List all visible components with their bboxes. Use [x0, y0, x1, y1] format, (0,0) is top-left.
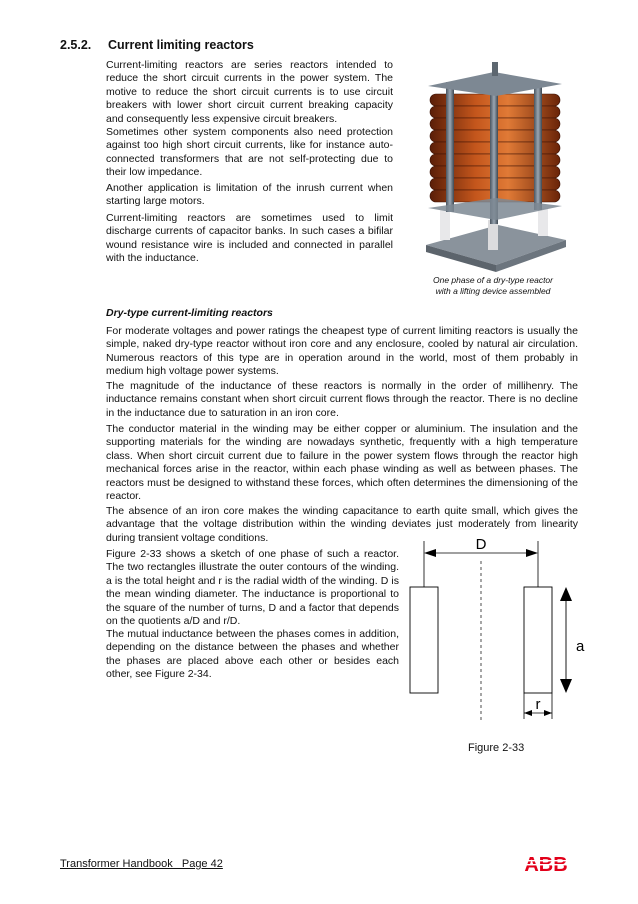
- photo-caption-line-1: One phase of a dry-type reactor: [432, 275, 553, 285]
- winding-left-rect: [410, 587, 438, 693]
- reactor-sketch-diagram: [404, 535, 590, 725]
- footer-text: Transformer Handbook Page 42: [60, 858, 223, 870]
- body-paragraph-2: The magnitude of the inductance of these reactors is normally in the order of millihenry. The inductance remains constant when short circuit current flows through the reactor. There is no decline in the inductance due to saturation in an iron core.: [106, 380, 578, 419]
- intro-paragraph-3: Another application is limitation of the inrush current when starting large motors.: [106, 182, 393, 208]
- intro-paragraph-2: Sometimes other system components also need protection against too high short circuit currents, like for instance auto-connected transformers that are not self-protecting due to their low impedance.: [106, 126, 393, 179]
- r-arrow-left: [524, 710, 532, 716]
- a-arrow-top: [560, 587, 572, 601]
- d-arrow-right: [526, 549, 538, 557]
- figure-caption: Figure 2-33: [468, 742, 525, 754]
- abb-logo: [520, 854, 572, 874]
- label-a: a: [576, 638, 585, 655]
- label-d: D: [475, 536, 487, 553]
- section-title: Current limiting reactors: [108, 38, 254, 52]
- figure-paragraph-1: Figure 2-33 shows a sketch of one phase of such a reactor. The two rectangles illustrate the outer contours of the winding. a is the total height and r is the radial width of the winding. D is the mean winding diameter. The inductance is proportional to the square of the number of turns, D and a factor that depends on the quotients a/D and r/D.: [106, 548, 399, 628]
- photo-caption-line-2: with a lifting device assembled: [435, 286, 551, 296]
- intro-paragraph-1: Current-limiting reactors are series reactors intended to reduce the short circuit currents in the power system. The motive to reduce the short circuit currents is to use circuit breakers with lower short circuit current breaking capacity and consequently less expensive circuit breakers.: [106, 59, 393, 125]
- label-r: r: [535, 696, 541, 713]
- reactor-photo: [406, 60, 580, 272]
- body-paragraph-1: For moderate voltages and power ratings the cheapest type of current limiting reactors is usually the simple, naked dry-type reactor without iron core and any enclosure, cooled by natural air circulation. Numerous reactors of this type are in operation around in the world, most of them probably in medium high voltage power systems.: [106, 325, 578, 378]
- intro-paragraph-4: Current-limiting reactors are sometimes used to limit discharge currents of capacitor banks. In such cases a bifilar wound resistance wire is included and connected in parallel with the inductance.: [106, 212, 393, 265]
- winding-right-rect: [524, 587, 552, 693]
- reactor-illustration: [406, 60, 580, 272]
- section-number: 2.5.2.: [60, 38, 92, 52]
- subheading: Dry-type current-limiting reactors: [106, 307, 273, 319]
- r-arrow-right: [544, 710, 552, 716]
- d-arrow-left: [424, 549, 436, 557]
- figure-paragraph-2: The mutual inductance between the phases comes in addition, depending on the distance between the phases and whether the phases are placed above each other or besides each other, see Figure 2-34.: [106, 628, 399, 681]
- a-arrow-bottom: [560, 679, 572, 693]
- body-paragraph-3: The conductor material in the winding may be either copper or aluminium. The insulation and the supporting materials for the winding are nowadays synthetic, frequently with a high temperature class. When short circuit current due to failure in the power system flows through the reactor high mechanical forces arise in the reactor, within each phase winding as well as between phases. The reactors must be designed to withstand these forces, which often determines the dimensioning of the reactor.: [106, 423, 578, 503]
- abb-logo-mark: [520, 854, 572, 874]
- photo-caption: [406, 275, 580, 297]
- body-paragraph-4: The absence of an iron core makes the winding capacitance to earth quite small, which gives the advantage that the voltage distribution within the winding deviates just moderately from linearity during transient voltage conditions.: [106, 505, 578, 544]
